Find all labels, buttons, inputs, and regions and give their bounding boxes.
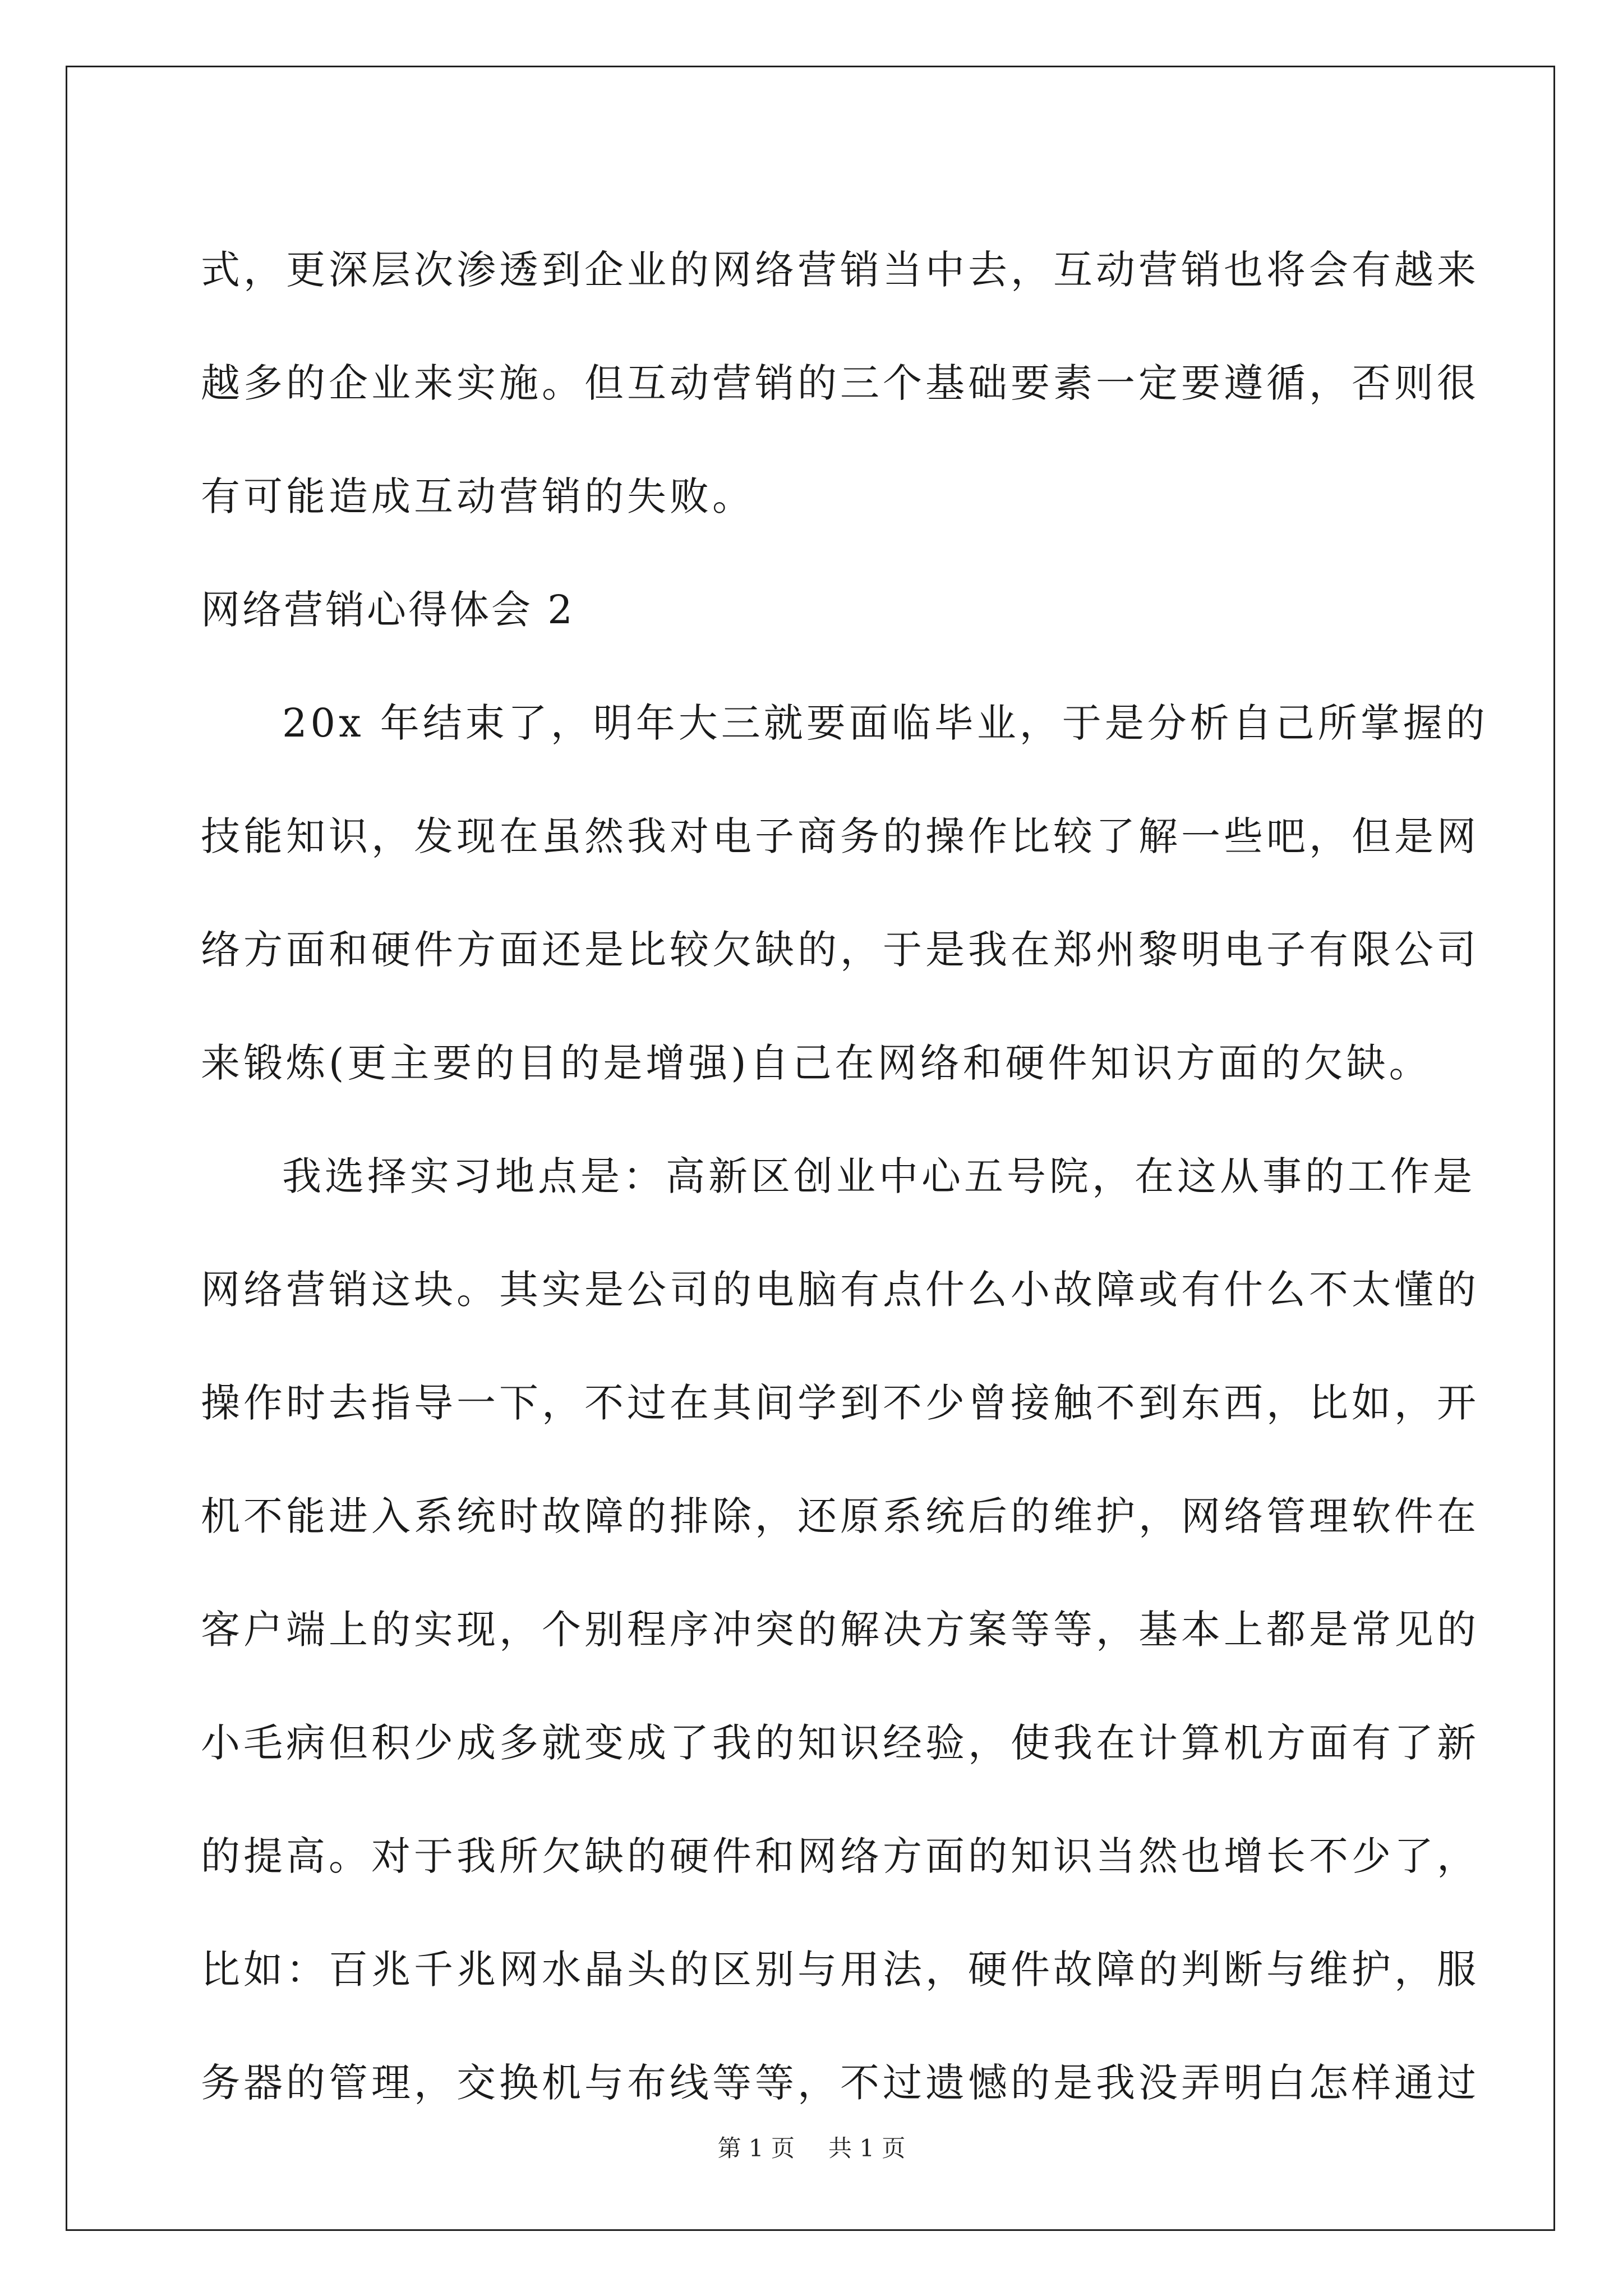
body-line: 式，更深层次渗透到企业的网络营销当中去，互动营销也将会有越来 <box>201 247 1479 293</box>
page-footer <box>0 2132 1623 2165</box>
page-number: 第 1 页 <box>717 2134 795 2162</box>
document-body <box>201 213 1488 2139</box>
body-line: 客户端上的实现，个别程序冲突的解决方案等等，基本上都是常见的 <box>201 1607 1479 1653</box>
body-line: 小毛病但积少成多就变成了我的知识经验，使我在计算机方面有了新 <box>201 1720 1479 1766</box>
body-line: 的提高。对于我所欠缺的硬件和网络方面的知识当然也增长不少了， <box>201 1833 1479 1879</box>
paragraph-first-line: 20x 年结束了，明年大三就要面临毕业，于是分析自己所掌握的 <box>282 700 1488 746</box>
section-heading: 网络营销心得体会 2 <box>201 587 575 633</box>
body-line: 务器的管理，交换机与布线等等，不过遗憾的是我没弄明白怎样通过 <box>201 2060 1479 2106</box>
body-line: 络方面和硬件方面还是比较欠缺的，于是我在郑州黎明电子有限公司 <box>201 927 1479 973</box>
body-line: 机不能进入系统时故障的排除，还原系统后的维护，网络管理软件在 <box>201 1493 1479 1539</box>
page-total: 共 1 页 <box>828 2134 906 2162</box>
body-line: 技能知识，发现在虽然我对电子商务的操作比较了解一些吧，但是网 <box>201 813 1479 859</box>
body-line: 来锻炼(更主要的目的是增强)自己在网络和硬件知识方面的欠缺。 <box>201 1040 1432 1086</box>
paragraph-first-line: 我选择实习地点是：高新区创业中心五号院，在这从事的工作是 <box>282 1153 1476 1199</box>
body-line: 网络营销这块。其实是公司的电脑有点什么小故障或有什么不太懂的 <box>201 1267 1479 1313</box>
body-line: 有可能造成互动营销的失败。 <box>201 473 755 519</box>
body-line: 比如：百兆千兆网水晶头的区别与用法，硬件故障的判断与维护，服 <box>201 1947 1479 1993</box>
body-line: 越多的企业来实施。但互动营销的三个基础要素一定要遵循，否则很 <box>201 360 1479 406</box>
body-line: 操作时去指导一下，不过在其间学到不少曾接触不到东西，比如，开 <box>201 1380 1479 1426</box>
